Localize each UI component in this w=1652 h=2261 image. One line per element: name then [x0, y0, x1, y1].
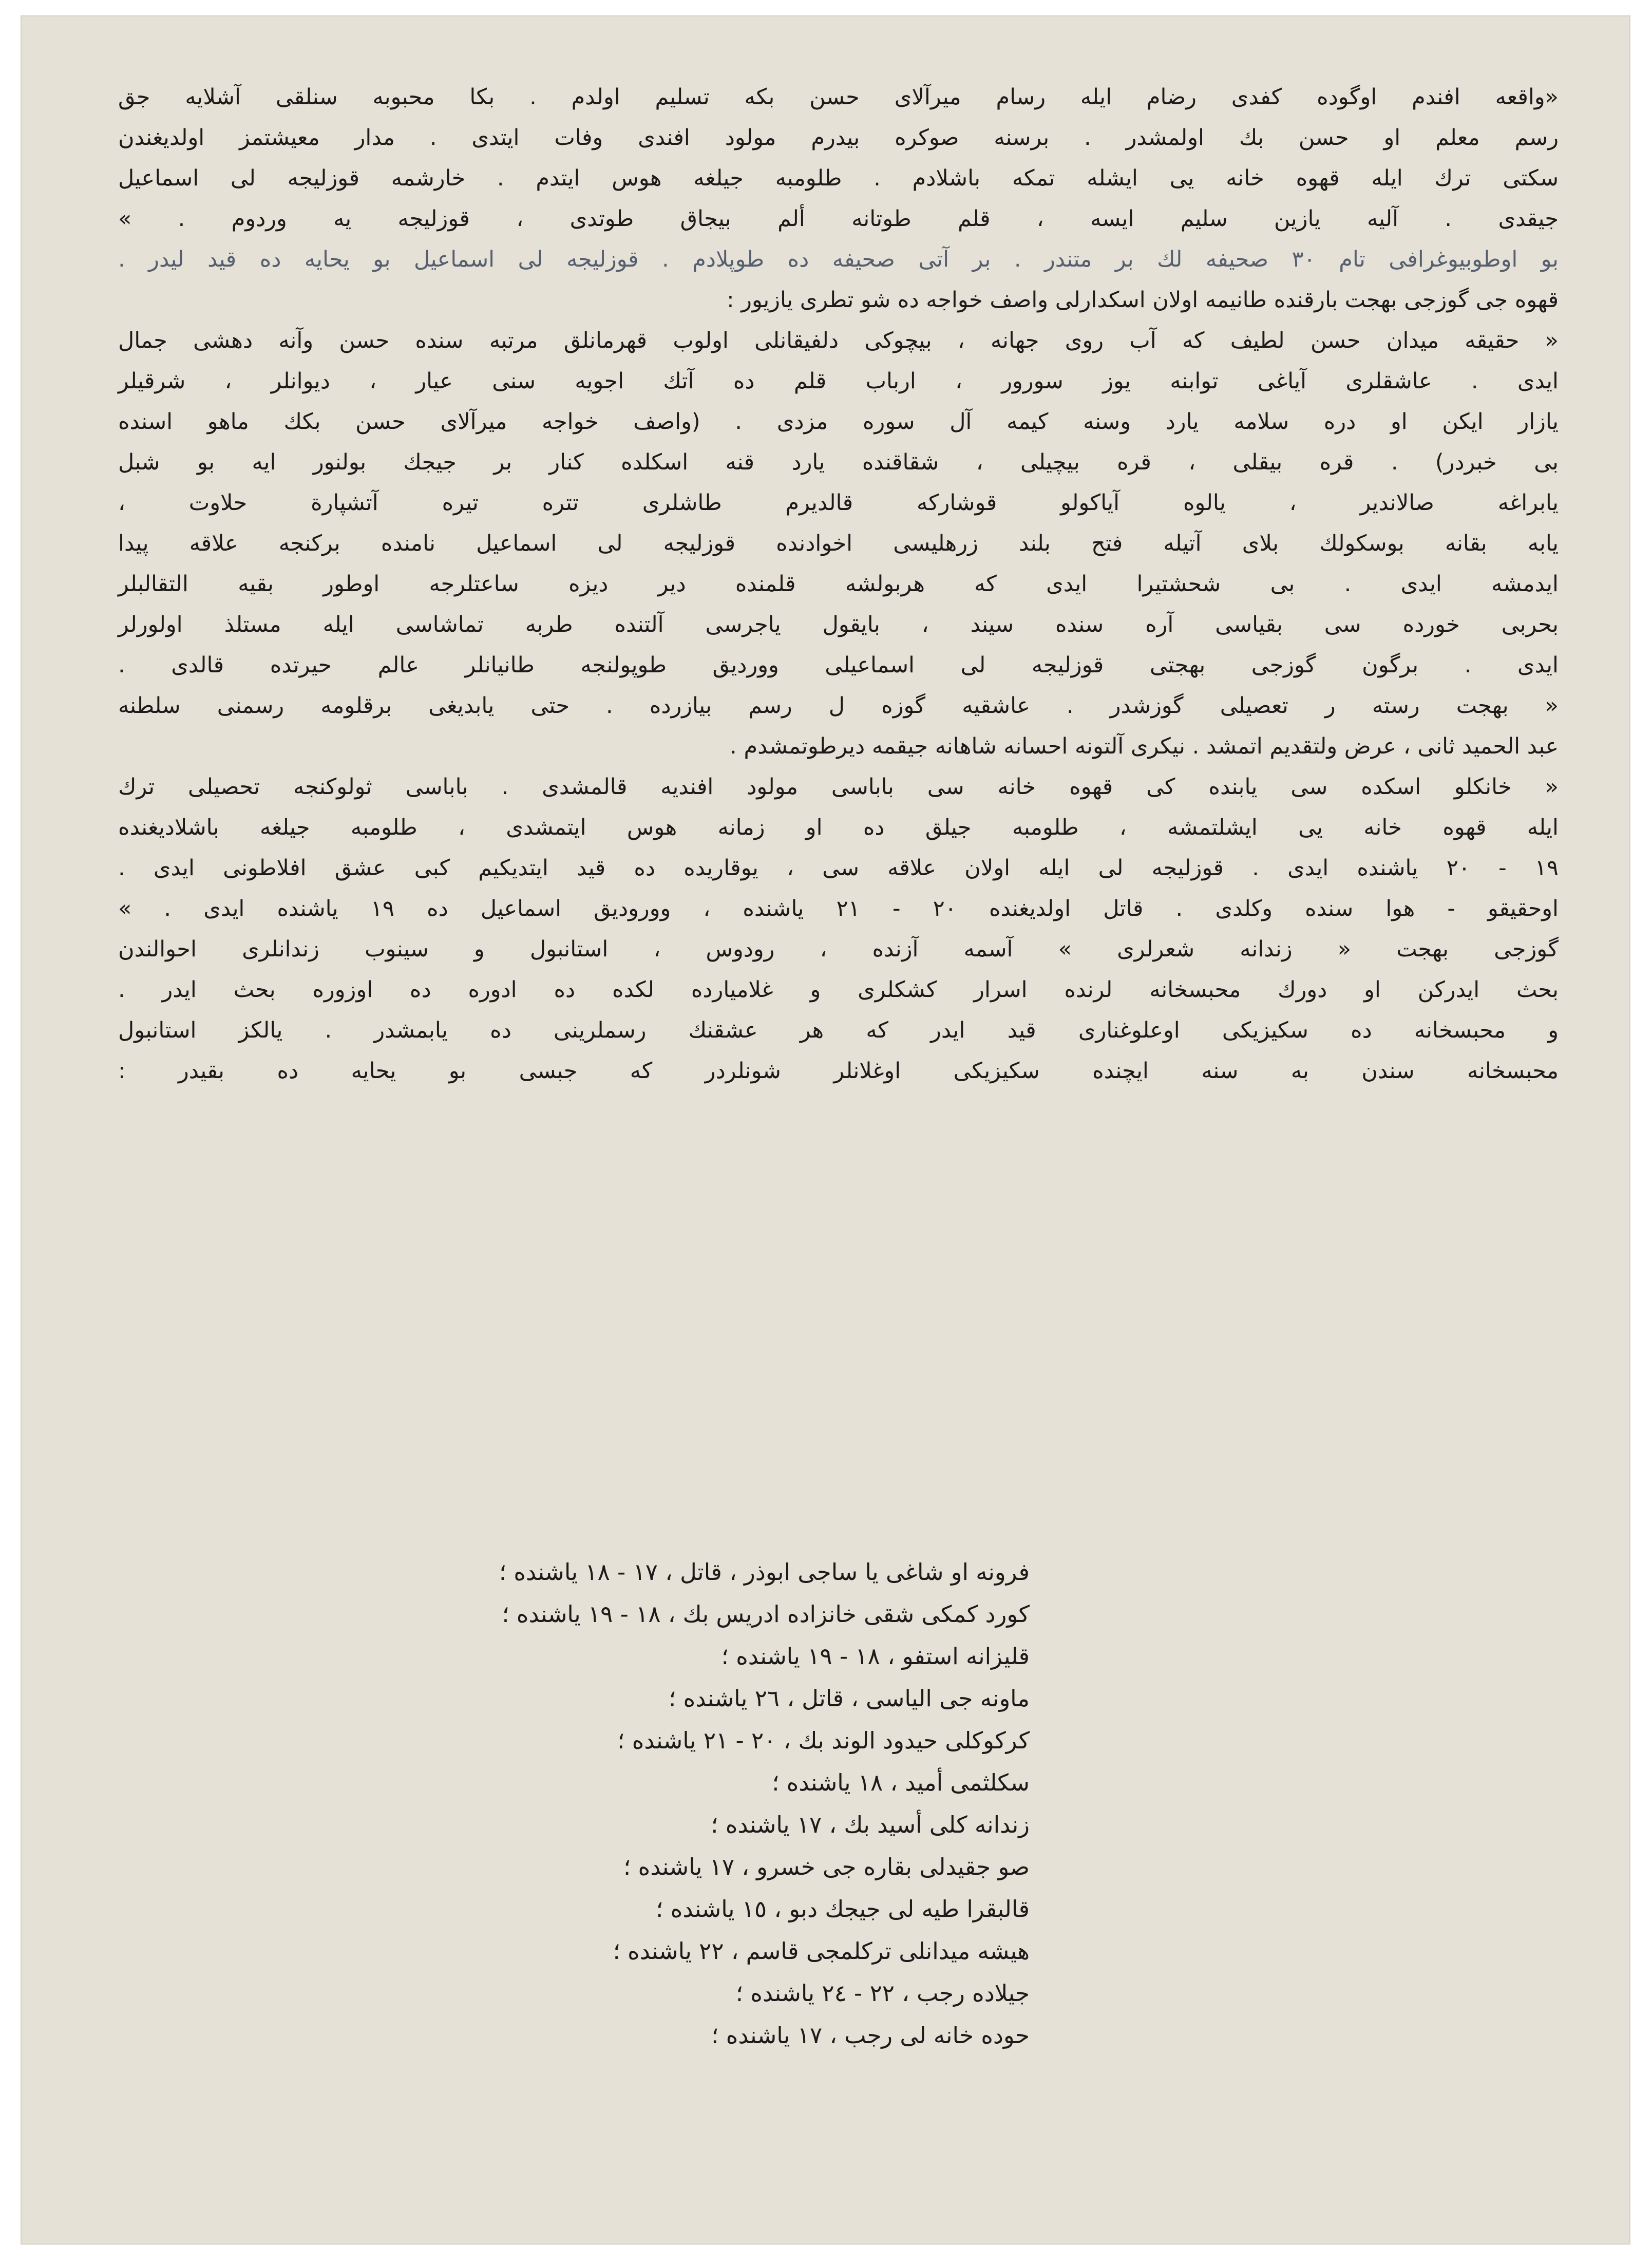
list-item: سكلثمى أميد ، ١٨ ياشنده ؛	[772, 1769, 1030, 1796]
manuscript-line: اوحقيقو - هوا سنده وكلدى . قاتل اولديغنده ٢٠ - ٢١ ياشنده ، ووروديق اسماعيل ده ١٩ ياشنده ايدى . »	[118, 896, 1559, 921]
list-item: جيلاده رجب ، ٢٢ - ٢٤ ياشنده ؛	[735, 1980, 1030, 2007]
manuscript-line: گوزجى بهجت « زندانه شعرلرى » آسمه آزنده ، رودوس ، استانبول و سينوب زندانلرى احوالندن	[118, 936, 1559, 962]
list-item: ماونه جى الياسى ، قاتل ، ٢٦ ياشنده ؛	[669, 1685, 1030, 1712]
list-item: زندانه كلى أسيد بك ، ١٧ ياشنده ؛	[711, 1811, 1030, 1838]
manuscript-body	[118, 77, 1559, 1091]
manuscript-line: بى خبردر) . قره بيقلى ، قره بيچيلى ، شقاقنده يارد قنه اسكلده كنار بر جيجك بولنور ايه بو شبل	[118, 449, 1559, 475]
list-item: حوده خانه لى رجب ، ١٧ ياشنده ؛	[711, 2022, 1030, 2049]
manuscript-line: بحربى خورده سى بقياسى آره سنده سيند ، بايقول ياجرسى آلتنده طربه تماشاسى ايله مستلذ اولورلر	[118, 612, 1559, 637]
manuscript-line: قهوه جى گوزجى بهجت بارقنده طانيمه اولان اسكدارلى واصف خواجه ده شو تطرى يازيور :	[727, 287, 1559, 313]
names-list	[182, 1551, 1030, 2057]
manuscript-line: « خانكلو اسكده سى يابنده كى قهوه خانه سى باباسى مولود افنديه قالمشدى . باباسى ثولوكنجه تحصيلى ترك	[118, 774, 1559, 800]
manuscript-line: ايدى . برگون گوزجى بهجتى قوزليجه لى اسماعيلى وورديق طوپولنجه طانيانلر عالم حيرتده قالدى .	[118, 652, 1559, 678]
manuscript-line: ايدمشه ايدى . بى شحشتيرا ايدى كه هربولشه قلمنده دير ديزه ساعتلرجه اوطور بقيه التقالبلر	[118, 571, 1559, 597]
manuscript-line: رسم معلم او حسن بك اولمشدر . برسنه صوكره بيدرم مولود افندى وفات ايتدى . مدار معيشتمز اولديغندن	[118, 125, 1559, 150]
manuscript-line: محبسخانه سندن به سنه ايچنده سكيزيكى اوغلانلر شونلردر كه جبسى بو يحايه ده بقيدر :	[118, 1058, 1559, 1084]
manuscript-line: يابراغه صالاندير ، يالوه آياكولو قوشاركه قالديرم طاشلرى تتره تيره آتشپارة حلاوت ،	[118, 490, 1559, 516]
manuscript-line: سكتى ترك ايله قهوه خانه يى ايشله تمكه باشلادم . طلومبه جيلغه هوس ايتدم . خارشمه قوزليجه لى اسماعيل	[118, 165, 1559, 191]
manuscript-line: بحث ايدركن او دورك محبسخانه لرنده اسرار كشكلرى و غلاميارده لكده ده ادوره ده اوزوره بحث ايدر .	[118, 977, 1559, 1003]
list-item: هيشه ميدانلى تركلمجى قاسم ، ٢٢ ياشنده ؛	[613, 1937, 1030, 1965]
list-item: صو جقيدلى بقاره جى خسرو ، ١٧ ياشنده ؛	[623, 1853, 1030, 1880]
manuscript-page	[21, 15, 1630, 2245]
list-item: كورد كمكى شقى خانزاده ادريس بك ، ١٨ - ١٩ ياشنده ؛	[502, 1600, 1030, 1628]
list-item: كركوكلى حيدود الوند بك ، ٢٠ - ٢١ ياشنده ؛	[617, 1727, 1030, 1754]
manuscript-line: «واقعه افندم اوگوده كفدى رضام ايله رسام ميرآلاى حسن بكه تسليم اولدم . بكا محبوبه سنلقى آشلايه جق	[118, 84, 1559, 110]
manuscript-line: ايله قهوه خانه يى ايشلتمشه ، طلومبه جيلق ده او زمانه هوس ايتمشدى ، طلومبه جيلغه باشلاديغنده	[118, 815, 1559, 840]
manuscript-line: و محبسخانه ده سكيزيكى اوعلوغنارى قيد ايدر كه هر عشقنك رسملرينى ده يابمشدر . يالكز استانبول	[118, 1018, 1559, 1043]
list-item: قليزانه استفو ، ١٨ - ١٩ ياشنده ؛	[721, 1643, 1030, 1670]
manuscript-line: يازار ايكن او دره سلامه يارد وسنه كيمه آل سوره مزدى . (واصف خواجه ميرآلاى حسن بكك ماهو اسنده	[118, 409, 1559, 435]
manuscript-line: « حقيقه ميدان حسن لطيف كه آب روى جهانه ، بيچوكى دلفيقانلى اولوب قهرمانلق مرتبه سنده حسن وآنه دهشى جمال	[118, 328, 1559, 353]
manuscript-line: يابه بقانه بوسكولك بلاى آتيله فتح بلند زرهليسى اخوادنده قوزليجه لى اسماعيل نامنده بركنجه علاقه پيدا	[118, 531, 1559, 556]
manuscript-line: عبد الحميد ثانى ، عرض ولتقديم اتمشد . نيكرى آلتونه احسانه شاهانه جيقمه ديرطوتمشدم .	[730, 733, 1559, 759]
manuscript-line: جيقدى . آليه يازين سليم ايسه ، قلم طوتانه ألم بيجاق طوتدى ، قوزليجه يه وردوم . »	[118, 206, 1559, 232]
manuscript-line: ايدى . عاشقلرى آياغى توابنه يوز سورور ، ارباب قلم ده آتك اجويه سنى عيار ، ديوانلر ، شرقيلر	[118, 368, 1559, 394]
manuscript-line: ١٩ - ٢٠ ياشنده ايدى . قوزليجه لى ايله اولان علاقه سى ، يوقاريده ده قيد ايتديكيم كبى عشق افلاطونى ايدى .	[118, 855, 1559, 881]
list-item: فرونه او شاغى يا ساجى ابوذر ، قاتل ، ١٧ - ١٨ ياشنده ؛	[499, 1558, 1030, 1586]
manuscript-line: « بهجت رسته ر تعصيلى گوزشدر . عاشقيه گوزه ل رسم بيازرده . حتى يابديغى برقلومه رسمنى سلطنه	[118, 693, 1559, 719]
pencil-annotation-line: بو اوطوبيوغرافى تام ٣٠ صحيفه لك بر متندر . بر آتى صحيفه ده طوپلادم . قوزليجه لى اسماعيل بو يحايه ده قيد ليدر .	[118, 247, 1559, 272]
list-item: قالبقرا طيه لى جيجك دبو ، ١٥ ياشنده ؛	[656, 1895, 1030, 1923]
